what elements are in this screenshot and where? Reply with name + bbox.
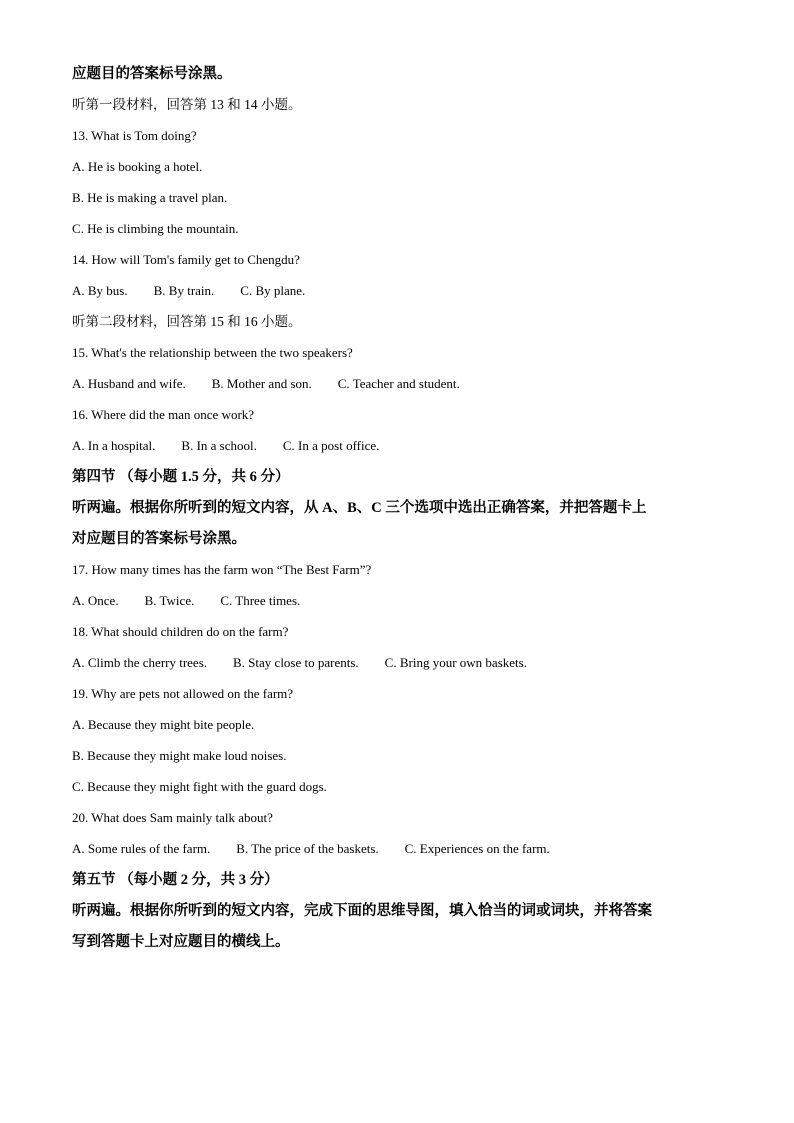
q14-option-a: A. By bus. [72, 283, 128, 298]
question-14: 14. How will Tom's family get to Chengdu? [72, 252, 300, 267]
section5-instruction-line2: 写到答题卡上对应题目的横线上。 [72, 934, 290, 950]
q19-option-b: B. Because they might make loud noises. [72, 748, 287, 763]
q16-option-c: C. In a post office. [282, 438, 380, 453]
q17-option-a: A. Once. [72, 593, 119, 608]
q18-option-b: B. Stay close to parents. [233, 655, 359, 670]
instruction-continuation: 应题目的答案标号涂黑。 [72, 66, 232, 82]
q14-option-c: C. By plane. [240, 283, 306, 298]
q15-options [72, 374, 722, 405]
q13-option-a: A. He is booking a hotel. [72, 159, 203, 174]
question-19: 19. Why are pets not allowed on the farm? [72, 686, 294, 701]
q13-option-b: B. He is making a travel plan. [72, 190, 228, 205]
q15-option-b: B. Mother and son. [211, 376, 312, 391]
section5-title: 第五节 （每小题 2 分，共 3 分） [72, 872, 279, 888]
section4-instruction-line1: 听两遍。根据你所听到的短文内容，从 A、B、C 三个选项中选出正确答案，并把答题卡上 [72, 500, 647, 516]
question-17: 17. How many times has the farm won “The Best Farm”? [72, 562, 372, 577]
q20-options [72, 839, 722, 870]
q16-options [72, 436, 722, 467]
q20-option-b: B. The price of the baskets. [236, 841, 379, 856]
q17-option-c: C. Three times. [220, 593, 301, 608]
q16-option-a: A. In a hospital. [72, 438, 156, 453]
question-18: 18. What should children do on the farm? [72, 624, 289, 639]
q14-options [72, 281, 722, 312]
q17-option-b: B. Twice. [144, 593, 195, 608]
q14-option-b: B. By train. [153, 283, 215, 298]
q20-option-a: A. Some rules of the farm. [72, 841, 211, 856]
q18-option-c: C. Bring your own baskets. [384, 655, 527, 670]
question-13: 13. What is Tom doing? [72, 128, 197, 143]
q18-options [72, 653, 722, 684]
q19-option-a: A. Because they might bite people. [72, 717, 255, 732]
section4-instruction-line2: 对应题目的答案标号涂黑。 [72, 531, 246, 547]
q16-option-b: B. In a school. [181, 438, 257, 453]
q13-option-c: C. He is climbing the mountain. [72, 221, 239, 236]
exam-page [72, 64, 722, 963]
section5-instruction-line1: 听两遍。根据你所听到的短文内容，完成下面的思维导图，填入恰当的词或词块，并将答案 [72, 903, 652, 919]
q18-option-a: A. Climb the cherry trees. [72, 655, 208, 670]
q19-option-c: C. Because they might fight with the guard dogs. [72, 779, 327, 794]
q17-options [72, 591, 722, 622]
q20-option-c: C. Experiences on the farm. [404, 841, 550, 856]
section4-title: 第四节 （每小题 1.5 分，共 6 分） [72, 469, 290, 485]
section1-header: 听第一段材料，回答第 13 和 14 小题。 [72, 97, 302, 112]
q15-option-c: C. Teacher and student. [337, 376, 460, 391]
question-16: 16. Where did the man once work? [72, 407, 255, 422]
question-15: 15. What's the relationship between the two speakers? [72, 345, 353, 360]
question-20: 20. What does Sam mainly talk about? [72, 810, 273, 825]
q15-option-a: A. Husband and wife. [72, 376, 186, 391]
section2-header: 听第二段材料，回答第 15 和 16 小题。 [72, 314, 302, 329]
